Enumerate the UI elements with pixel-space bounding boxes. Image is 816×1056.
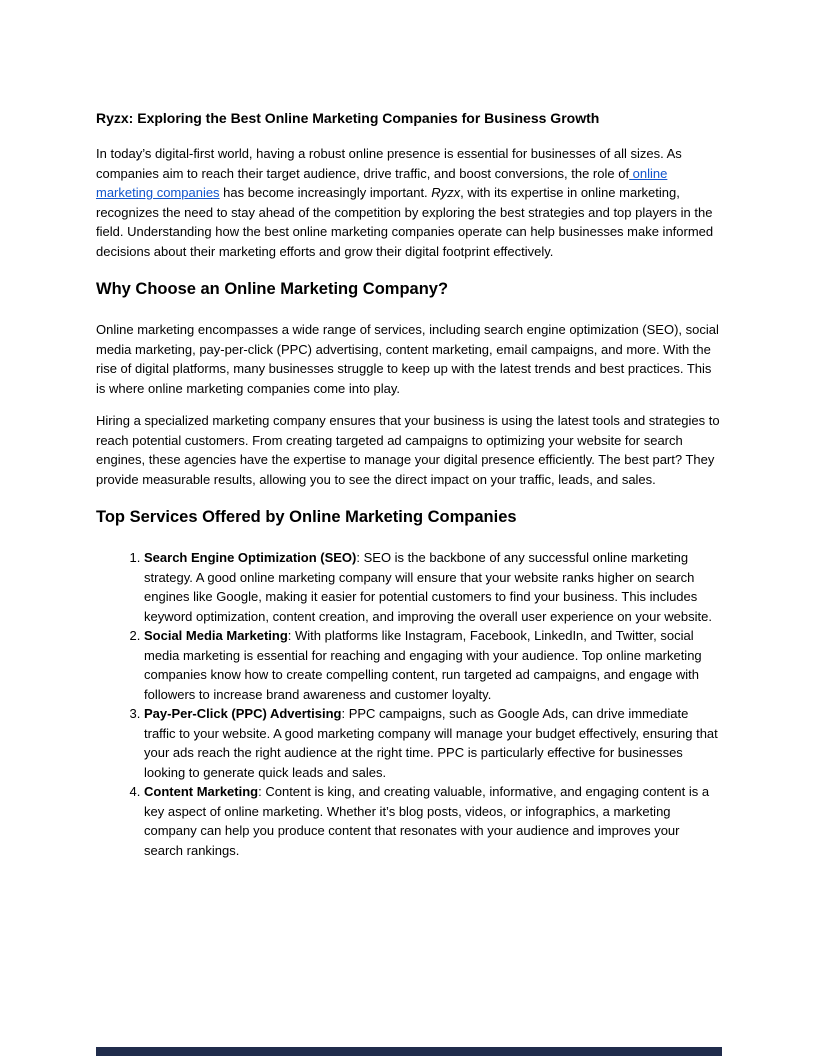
brand-name-italic: Ryzx [431,185,461,200]
heading-top-services: Top Services Offered by Online Marketing Companies [96,508,517,526]
intro-paragraph [96,144,720,261]
service-label-social-media: Social Media Marketing [144,628,288,643]
intro-text-before-link: In today’s digital-first world, having a robust online presence is essential for businesses of all sizes. As companies aim to reach their target audience, drive traffic, and boost conversions, the role of [96,146,682,181]
service-text-content-marketing: : Content is king, and creating valuable, informative, and engaging content is a key aspect of online marketing. Whether it’s blog posts, videos, or infographics, a marketing company can help you produce content that resonates with your audience and improves your search rankings. [144,784,710,858]
heading-why-choose: Why Choose an Online Marketing Company? [96,280,449,298]
document-title: Ryzx: Exploring the Best Online Marketing Companies for Business Growth [96,110,600,126]
list-item-content-marketing [144,782,720,860]
online-marketing-companies-link[interactable]: online marketing companies [96,165,668,200]
document-content [96,108,720,860]
intro-text-between: has become increasingly important. [219,185,432,200]
service-text-ppc: : PPC campaigns, such as Google Ads, can drive immediate traffic to your website. A good marketing company will manage your budget effectively, ensuring that your ads reach the right audience at the right time. PPC is particularly effective for businesses looking to generate quick leads and sales. [144,706,718,780]
intro-text-after-brand: , with its expertise in online marketing, recognizes the need to stay ahead of the competition by exploring the best strategies and top players in the field. Understanding how the best online marketing companies operate can help businesses make informed decisions about their marketing efforts and grow their digital footprint effectively. [96,185,714,259]
service-text-social-media: : With platforms like Instagram, Facebook, LinkedIn, and Twitter, social media marketing is essential for reaching and engaging with your audience. Top online marketing companies know how to create compelling content, run targeted ad campaigns, and engage with followers to increase brand awareness and customer loyalty. [144,628,702,702]
service-label-ppc: Pay-Per-Click (PPC) Advertising [144,706,342,721]
services-list [96,548,720,860]
service-text-seo: : SEO is the backbone of any successful online marketing strategy. A good online marketing company will ensure that your website ranks higher on search engines like Google, making it easier for potential customers to find your business. This includes keyword optimization, content creation, and improving the overall user experience on your website. [144,550,712,624]
table-header-cutoff-bar [96,1047,722,1056]
service-label-seo: Search Engine Optimization (SEO) [144,550,357,565]
list-item-seo [144,548,720,626]
list-item-social-media [144,626,720,704]
list-item-ppc [144,704,720,782]
paragraph-online-marketing-encompasses: Online marketing encompasses a wide range of services, including search engine optimization (SEO), social media marketing, pay-per-click (PPC) advertising, content marketing, email campaigns, and more. With the rise of digital platforms, many businesses struggle to keep up with the latest trends and best practices. This is where online marketing companies come into play. [96,322,719,396]
service-label-content-marketing: Content Marketing [144,784,259,799]
paragraph-hiring-specialized: Hiring a specialized marketing company ensures that your business is using the latest tools and strategies to reach potential customers. From creating targeted ad campaigns to optimizing your website for search engines, these agencies have the expertise to manage your digital presence efficiently. The best part? They provide measurable results, allowing you to see the direct impact on your traffic, leads, and sales. [96,413,720,487]
